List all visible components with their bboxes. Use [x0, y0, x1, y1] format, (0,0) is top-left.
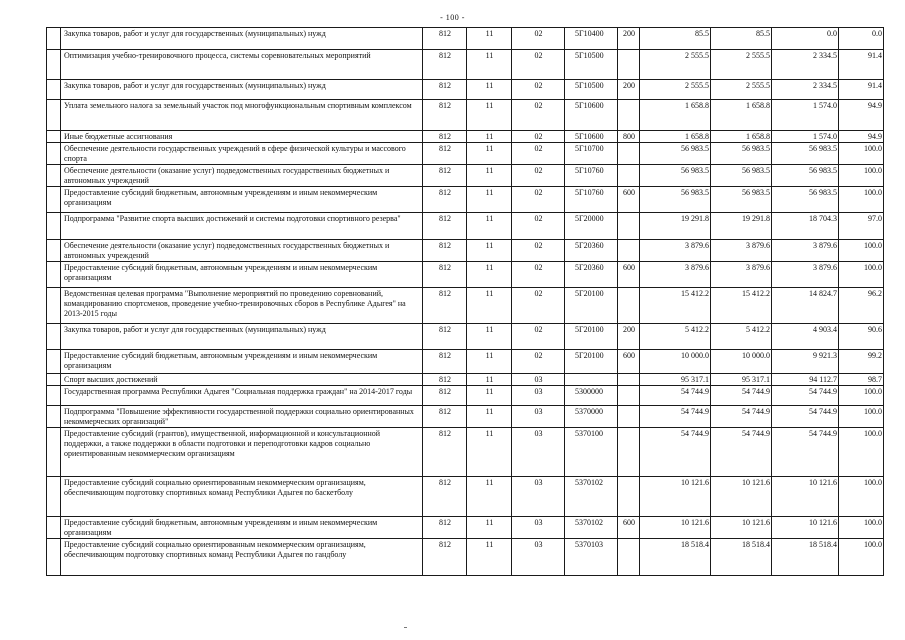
cell-plan-a: 1 658.8	[640, 131, 711, 143]
cell-ministry: 812	[423, 262, 467, 288]
row-margin-cell	[47, 50, 61, 80]
cell-target: 5Г20360	[565, 262, 618, 288]
row-margin-cell	[47, 240, 61, 262]
cell-percent: 100.0	[839, 406, 884, 428]
table-body	[47, 28, 884, 576]
cell-name: Предоставление субсидий социально ориентированным некоммерческим организациям, обеспечивающим подготовку спортивных команд Республики Адыгея по баскетболу	[61, 477, 423, 517]
cell-target: 5Г10500	[565, 50, 618, 80]
cell-section: 11	[467, 477, 512, 517]
cell-plan-a: 56 983.5	[640, 143, 711, 165]
cell-expense	[618, 50, 640, 80]
cell-target: 5370102	[565, 517, 618, 539]
cell-name: Предоставление субсидий бюджетным, автономным учреждениям и иным некоммерческим организациям	[61, 262, 423, 288]
cell-subsection: 02	[512, 324, 565, 350]
table-row	[47, 350, 884, 374]
cell-target: 5Г20000	[565, 213, 618, 240]
cell-target: 5Г20100	[565, 350, 618, 374]
cell-percent: 100.0	[839, 165, 884, 187]
cell-subsection: 02	[512, 80, 565, 100]
cell-subsection: 02	[512, 100, 565, 131]
cell-plan-a: 56 983.5	[640, 187, 711, 213]
row-margin-cell	[47, 539, 61, 576]
row-margin-cell	[47, 517, 61, 539]
cell-executed: 0.0	[772, 28, 839, 50]
table-row	[47, 187, 884, 213]
table-row	[47, 288, 884, 324]
cell-target: 5Г20100	[565, 288, 618, 324]
cell-subsection: 03	[512, 477, 565, 517]
cell-expense	[618, 143, 640, 165]
cell-percent: 100.0	[839, 517, 884, 539]
table-row	[47, 386, 884, 406]
cell-expense	[618, 374, 640, 386]
cell-plan-a: 5 412.2	[640, 324, 711, 350]
table-row	[47, 262, 884, 288]
cell-expense: 800	[618, 131, 640, 143]
cell-name: Обеспечение деятельности (оказание услуг) подведомственных государственных бюджетных и автономных учреждений	[61, 240, 423, 262]
cell-plan-b: 85.5	[711, 28, 772, 50]
cell-plan-b: 18 518.4	[711, 539, 772, 576]
cell-section: 11	[467, 386, 512, 406]
cell-plan-a: 3 879.6	[640, 262, 711, 288]
cell-ministry: 812	[423, 477, 467, 517]
row-margin-cell	[47, 213, 61, 240]
cell-name: Государственная программа Республики Адыгея "Социальная поддержка граждан" на 2014-2017 годы	[61, 386, 423, 406]
budget-table	[46, 27, 884, 576]
cell-executed: 10 121.6	[772, 477, 839, 517]
cell-name: Предоставление субсидий социально ориентированным некоммерческим организациям, обеспечивающим подготовку спортивных команд Республики Адыгея по гандболу	[61, 539, 423, 576]
cell-executed: 10 121.6	[772, 517, 839, 539]
cell-subsection: 02	[512, 131, 565, 143]
cell-name: Предоставление субсидий (грантов), имущественной, информационной и консультационной поддержки, а также поддержки в области подготовки и переподготовки кадров социально ориентированным некоммерческим организациям	[61, 428, 423, 477]
table-row	[47, 165, 884, 187]
cell-executed: 4 903.4	[772, 324, 839, 350]
cell-subsection: 02	[512, 240, 565, 262]
cell-percent: 99.2	[839, 350, 884, 374]
cell-plan-b: 10 121.6	[711, 517, 772, 539]
cell-subsection: 03	[512, 428, 565, 477]
cell-expense: 600	[618, 350, 640, 374]
cell-expense	[618, 477, 640, 517]
cell-ministry: 812	[423, 406, 467, 428]
row-margin-cell	[47, 262, 61, 288]
cell-executed: 56 983.5	[772, 187, 839, 213]
table-row	[47, 539, 884, 576]
cell-target: 5Г10760	[565, 187, 618, 213]
row-margin-cell	[47, 288, 61, 324]
row-margin-cell	[47, 165, 61, 187]
table-row	[47, 143, 884, 165]
cell-plan-b: 56 983.5	[711, 143, 772, 165]
cell-plan-b: 10 121.6	[711, 477, 772, 517]
cell-section: 11	[467, 240, 512, 262]
cell-section: 11	[467, 80, 512, 100]
cell-plan-a: 10 121.6	[640, 517, 711, 539]
cell-name: Ведомственная целевая программа "Выполнение мероприятий по проведению соревнований, командированию спортсменов, проведение учебно-тренировочных сборов в Республике Адыгея" на 2013-2015 годы	[61, 288, 423, 324]
table-row	[47, 80, 884, 100]
cell-section: 11	[467, 213, 512, 240]
cell-plan-b: 2 555.5	[711, 80, 772, 100]
cell-expense: 600	[618, 187, 640, 213]
table-row	[47, 50, 884, 80]
table-row	[47, 374, 884, 386]
scan-artifact	[404, 627, 407, 628]
cell-ministry: 812	[423, 187, 467, 213]
cell-target: 5Г10700	[565, 143, 618, 165]
cell-plan-b: 3 879.6	[711, 240, 772, 262]
table-row	[47, 28, 884, 50]
cell-name: Иные бюджетные ассигнования	[61, 131, 423, 143]
cell-section: 11	[467, 262, 512, 288]
cell-subsection: 03	[512, 517, 565, 539]
table-row	[47, 131, 884, 143]
cell-ministry: 812	[423, 517, 467, 539]
cell-ministry: 812	[423, 374, 467, 386]
cell-section: 11	[467, 374, 512, 386]
cell-target: 5370103	[565, 539, 618, 576]
cell-ministry: 812	[423, 428, 467, 477]
cell-executed: 2 334.5	[772, 50, 839, 80]
cell-plan-a: 56 983.5	[640, 165, 711, 187]
cell-subsection: 02	[512, 165, 565, 187]
cell-section: 11	[467, 100, 512, 131]
cell-name: Закупка товаров, работ и услуг для государственных (муниципальных) нужд	[61, 28, 423, 50]
cell-section: 11	[467, 350, 512, 374]
cell-expense	[618, 539, 640, 576]
cell-section: 11	[467, 288, 512, 324]
cell-percent: 100.0	[839, 428, 884, 477]
cell-target: 5Г10600	[565, 100, 618, 131]
cell-target: 5Г20100	[565, 324, 618, 350]
row-margin-cell	[47, 386, 61, 406]
cell-section: 11	[467, 428, 512, 477]
cell-subsection: 02	[512, 213, 565, 240]
table-row	[47, 213, 884, 240]
cell-expense: 600	[618, 517, 640, 539]
cell-subsection: 02	[512, 28, 565, 50]
cell-name: Обеспечение деятельности государственных учреждений в сфере физической культуры и массового спорта	[61, 143, 423, 165]
cell-subsection: 02	[512, 262, 565, 288]
cell-section: 11	[467, 143, 512, 165]
row-margin-cell	[47, 374, 61, 386]
cell-plan-b: 2 555.5	[711, 50, 772, 80]
cell-executed: 9 921.3	[772, 350, 839, 374]
cell-plan-b: 54 744.9	[711, 406, 772, 428]
cell-plan-a: 15 412.2	[640, 288, 711, 324]
table-row	[47, 324, 884, 350]
cell-percent: 100.0	[839, 539, 884, 576]
cell-expense	[618, 428, 640, 477]
cell-section: 11	[467, 187, 512, 213]
cell-executed: 3 879.6	[772, 262, 839, 288]
row-margin-cell	[47, 428, 61, 477]
cell-plan-b: 54 744.9	[711, 386, 772, 406]
cell-target: 5370100	[565, 428, 618, 477]
cell-plan-b: 3 879.6	[711, 262, 772, 288]
cell-ministry: 812	[423, 288, 467, 324]
cell-executed: 2 334.5	[772, 80, 839, 100]
cell-percent: 94.9	[839, 100, 884, 131]
cell-section: 11	[467, 517, 512, 539]
cell-plan-a: 10 000.0	[640, 350, 711, 374]
cell-subsection: 02	[512, 143, 565, 165]
cell-executed: 54 744.9	[772, 386, 839, 406]
cell-percent: 100.0	[839, 240, 884, 262]
cell-name: Закупка товаров, работ и услуг для государственных (муниципальных) нужд	[61, 324, 423, 350]
cell-subsection: 03	[512, 374, 565, 386]
cell-target: 5370102	[565, 477, 618, 517]
cell-expense	[618, 288, 640, 324]
row-margin-cell	[47, 143, 61, 165]
cell-ministry: 812	[423, 143, 467, 165]
cell-executed: 54 744.9	[772, 406, 839, 428]
cell-plan-a: 95 317.1	[640, 374, 711, 386]
cell-name: Обеспечение деятельности (оказание услуг) подведомственных государственных бюджетных и автономных учреждений	[61, 165, 423, 187]
cell-executed: 14 824.7	[772, 288, 839, 324]
cell-plan-b: 19 291.8	[711, 213, 772, 240]
cell-expense	[618, 100, 640, 131]
cell-subsection: 02	[512, 187, 565, 213]
cell-expense	[618, 386, 640, 406]
cell-name: Предоставление субсидий бюджетным, автономным учреждениям и иным некоммерческим организациям	[61, 187, 423, 213]
cell-ministry: 812	[423, 131, 467, 143]
cell-expense: 200	[618, 80, 640, 100]
table-row	[47, 428, 884, 477]
cell-expense: 200	[618, 28, 640, 50]
cell-percent: 97.0	[839, 213, 884, 240]
cell-expense	[618, 165, 640, 187]
cell-expense: 600	[618, 262, 640, 288]
cell-executed: 56 983.5	[772, 143, 839, 165]
cell-plan-a: 54 744.9	[640, 406, 711, 428]
cell-subsection: 03	[512, 539, 565, 576]
table-row	[47, 477, 884, 517]
cell-plan-a: 54 744.9	[640, 386, 711, 406]
cell-plan-a: 85.5	[640, 28, 711, 50]
cell-ministry: 812	[423, 100, 467, 131]
cell-plan-b: 56 983.5	[711, 187, 772, 213]
cell-percent: 100.0	[839, 262, 884, 288]
cell-subsection: 02	[512, 288, 565, 324]
cell-percent: 98.7	[839, 374, 884, 386]
cell-ministry: 812	[423, 80, 467, 100]
row-margin-cell	[47, 80, 61, 100]
cell-executed: 94 112.7	[772, 374, 839, 386]
row-margin-cell	[47, 187, 61, 213]
cell-plan-a: 3 879.6	[640, 240, 711, 262]
cell-ministry: 812	[423, 50, 467, 80]
cell-percent: 100.0	[839, 477, 884, 517]
cell-subsection: 02	[512, 350, 565, 374]
cell-executed: 1 574.0	[772, 100, 839, 131]
cell-section: 11	[467, 324, 512, 350]
cell-name: Оптимизация учебно-тренировочного процесса, системы соревновательных мероприятий	[61, 50, 423, 80]
cell-plan-a: 19 291.8	[640, 213, 711, 240]
cell-ministry: 812	[423, 350, 467, 374]
cell-target: 5300000	[565, 386, 618, 406]
cell-plan-a: 1 658.8	[640, 100, 711, 131]
cell-executed: 54 744.9	[772, 428, 839, 477]
cell-target: 5Г20360	[565, 240, 618, 262]
row-margin-cell	[47, 131, 61, 143]
cell-ministry: 812	[423, 165, 467, 187]
table-row	[47, 517, 884, 539]
cell-plan-b: 95 317.1	[711, 374, 772, 386]
cell-section: 11	[467, 539, 512, 576]
cell-section: 11	[467, 50, 512, 80]
cell-target: 5Г10500	[565, 80, 618, 100]
cell-executed: 18 704.3	[772, 213, 839, 240]
cell-plan-b: 1 658.8	[711, 100, 772, 131]
cell-ministry: 812	[423, 539, 467, 576]
table-row	[47, 100, 884, 131]
row-margin-cell	[47, 324, 61, 350]
cell-percent: 100.0	[839, 187, 884, 213]
cell-plan-a: 54 744.9	[640, 428, 711, 477]
cell-expense: 200	[618, 324, 640, 350]
cell-plan-b: 56 983.5	[711, 165, 772, 187]
cell-plan-a: 2 555.5	[640, 50, 711, 80]
cell-percent: 96.2	[839, 288, 884, 324]
cell-section: 11	[467, 165, 512, 187]
cell-expense	[618, 406, 640, 428]
cell-executed: 1 574.0	[772, 131, 839, 143]
cell-ministry: 812	[423, 324, 467, 350]
cell-subsection: 02	[512, 50, 565, 80]
cell-plan-a: 2 555.5	[640, 80, 711, 100]
cell-percent: 91.4	[839, 80, 884, 100]
row-margin-cell	[47, 350, 61, 374]
cell-name: Предоставление субсидий бюджетным, автономным учреждениям и иным некоммерческим организациям	[61, 350, 423, 374]
cell-target	[565, 374, 618, 386]
cell-executed: 3 879.6	[772, 240, 839, 262]
cell-name: Уплата земельного налога за земельный участок под многофункциональным спортивным комплексом	[61, 100, 423, 131]
cell-target: 5370000	[565, 406, 618, 428]
cell-target: 5Г10400	[565, 28, 618, 50]
cell-ministry: 812	[423, 28, 467, 50]
cell-name: Предоставление субсидий бюджетным, автономным учреждениям и иным некоммерческим организациям	[61, 517, 423, 539]
cell-ministry: 812	[423, 213, 467, 240]
cell-plan-b: 1 658.8	[711, 131, 772, 143]
cell-ministry: 812	[423, 386, 467, 406]
cell-executed: 56 983.5	[772, 165, 839, 187]
table-row	[47, 240, 884, 262]
row-margin-cell	[47, 477, 61, 517]
cell-plan-b: 54 744.9	[711, 428, 772, 477]
cell-percent: 90.6	[839, 324, 884, 350]
row-margin-cell	[47, 406, 61, 428]
cell-percent: 0.0	[839, 28, 884, 50]
cell-section: 11	[467, 28, 512, 50]
cell-subsection: 03	[512, 386, 565, 406]
row-margin-cell	[47, 100, 61, 131]
cell-percent: 100.0	[839, 143, 884, 165]
cell-plan-b: 5 412.2	[711, 324, 772, 350]
cell-expense	[618, 213, 640, 240]
cell-plan-a: 18 518.4	[640, 539, 711, 576]
cell-target: 5Г10760	[565, 165, 618, 187]
cell-name: Подпрограмма "Повышение эффективности государственной поддержки социально ориентированных некоммерческих организаций"	[61, 406, 423, 428]
cell-executed: 18 518.4	[772, 539, 839, 576]
cell-section: 11	[467, 131, 512, 143]
cell-name: Спорт высших достижений	[61, 374, 423, 386]
cell-expense	[618, 240, 640, 262]
cell-percent: 100.0	[839, 386, 884, 406]
row-margin-cell	[47, 28, 61, 50]
cell-plan-b: 15 412.2	[711, 288, 772, 324]
table-row	[47, 406, 884, 428]
cell-plan-b: 10 000.0	[711, 350, 772, 374]
page-number: - 100 -	[440, 13, 465, 22]
cell-ministry: 812	[423, 240, 467, 262]
cell-target: 5Г10600	[565, 131, 618, 143]
cell-name: Закупка товаров, работ и услуг для государственных (муниципальных) нужд	[61, 80, 423, 100]
cell-plan-a: 10 121.6	[640, 477, 711, 517]
cell-name: Подпрограмма "Развитие спорта высших достижений и системы подготовки спортивного резерва"	[61, 213, 423, 240]
cell-percent: 94.9	[839, 131, 884, 143]
cell-subsection: 03	[512, 406, 565, 428]
cell-section: 11	[467, 406, 512, 428]
cell-percent: 91.4	[839, 50, 884, 80]
